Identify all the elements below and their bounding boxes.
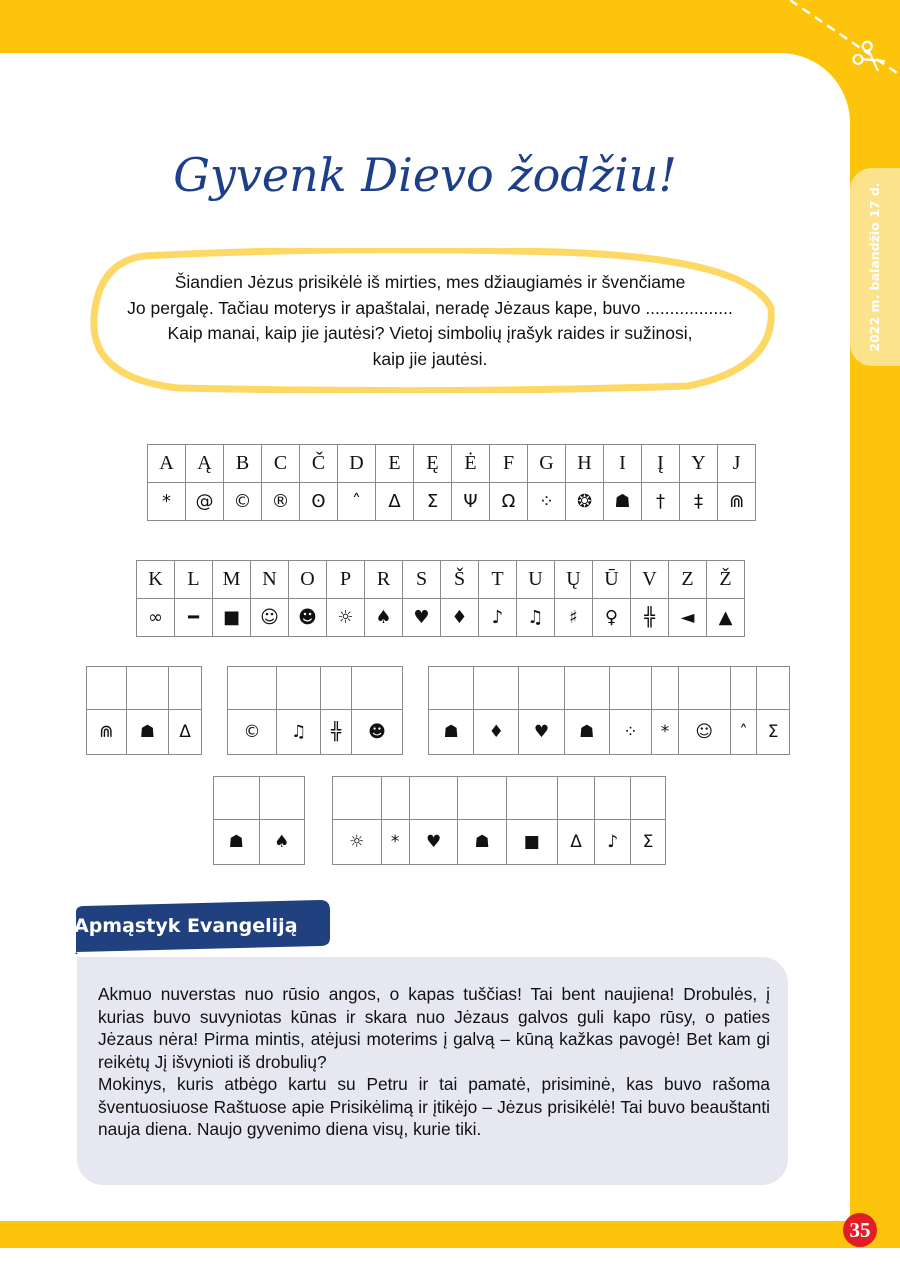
answer-symbol: ☗ [429, 710, 474, 755]
gospel-paragraph: Mokinys, kuris atbėgo kartu su Petru ir tai pamatė, prisiminė, kas buvo rašoma šventuosiuose Raštuose apie Prisikėlimą ir įtikėjo – Jėzus prisikėlė! Tai buvo beauštanti nauja diena. Naujo gyvenimo diena visų, kurie tiki. [98, 1074, 770, 1139]
answer-blank-cell[interactable] [381, 777, 409, 820]
answer-blank-cell[interactable] [506, 777, 557, 820]
answer-blank-cell[interactable] [564, 667, 609, 710]
cipher-letter: K [137, 561, 175, 599]
side-date: 2022 m. balandžio 17 d. [867, 182, 882, 352]
answer-blank-row [429, 667, 790, 710]
answer-symbol-row [87, 710, 202, 755]
answer-symbol: ☗ [564, 710, 609, 755]
answer-symbol: * [381, 820, 409, 865]
cipher-symbol: ⁘ [528, 483, 566, 521]
cipher-letter: G [528, 445, 566, 483]
answer-blank-cell[interactable] [557, 777, 595, 820]
answer-blank-cell[interactable] [458, 777, 507, 820]
cipher-letter: Į [642, 445, 680, 483]
cipher-symbol: ♥ [403, 599, 441, 637]
cipher-symbol: ♠ [365, 599, 403, 637]
cipher-symbol: ☼ [327, 599, 365, 637]
cipher-symbol: Σ [414, 483, 452, 521]
answer-symbol: ☺ [678, 710, 730, 755]
cipher-symbol: ♦ [441, 599, 479, 637]
cipher-letter: I [604, 445, 642, 483]
cipher-letter: S [403, 561, 441, 599]
cipher-letter: U [517, 561, 555, 599]
answer-word-4 [213, 776, 305, 865]
intro-line: Šiandien Jėzus prisikėlė iš mirties, mes džiaugiamės ir švenčiame [174, 272, 686, 292]
answer-blank-cell[interactable] [277, 667, 321, 710]
cipher-letter: D [338, 445, 376, 483]
answer-blank-cell[interactable] [333, 777, 382, 820]
answer-blank-cell[interactable] [757, 667, 790, 710]
cipher-letter: Ž [707, 561, 745, 599]
gospel-paragraph: Akmuo nuverstas nuo rūsio angos, o kapas tuščias! Tai bent naujiena! Drobulės, į kurias buvo suvyniotas kūnas ir skara nuo Jėzaus galvos guli kapo rūsy, o paties Jėzaus nėra! Pirma mintis, atėjusi moterims į galvą – kūną kažkas pavogė! Bet kam gi reikėtų Jį išvynioti iš drobulių? [98, 984, 770, 1072]
cipher-symbols-row [148, 483, 756, 521]
cipher-letter: Š [441, 561, 479, 599]
answer-symbol: Σ [757, 710, 790, 755]
cipher-letter: H [566, 445, 604, 483]
answer-blank-row [214, 777, 305, 820]
cipher-symbol: ◄ [669, 599, 707, 637]
intro-line: Kaip manai, kaip jie jautėsi? Vietoj simbolių įrašyk raides ir sužinosi, [167, 323, 693, 343]
answer-blank-cell[interactable] [214, 777, 260, 820]
answer-symbol: ☼ [333, 820, 382, 865]
answer-symbol: ˄ [730, 710, 756, 755]
cipher-letter: Ą [186, 445, 224, 483]
answer-symbol: ■ [506, 820, 557, 865]
cipher-symbol: ʘ [300, 483, 338, 521]
answer-blank-cell[interactable] [409, 777, 458, 820]
cipher-table-1 [147, 444, 756, 521]
cipher-symbol: † [642, 483, 680, 521]
answer-blank-cell[interactable] [259, 777, 305, 820]
cipher-table-2 [136, 560, 745, 637]
cut-line [790, 0, 900, 105]
page-title: Gyvenk Dievo žodžiu! [173, 148, 677, 202]
answer-symbol: © [228, 710, 277, 755]
answer-blank-row [333, 777, 666, 820]
cipher-symbol: ♯ [555, 599, 593, 637]
answer-symbol-row [333, 820, 666, 865]
page-number-badge: 35 [843, 1213, 877, 1247]
cipher-symbol: ▲ [707, 599, 745, 637]
cipher-letter: Ė [452, 445, 490, 483]
cipher-symbol: Ω [490, 483, 528, 521]
answer-symbol-row [429, 710, 790, 755]
cipher-letter: B [224, 445, 262, 483]
cipher-symbol: ♫ [517, 599, 555, 637]
cipher-letter: F [490, 445, 528, 483]
cipher-symbol: @ [186, 483, 224, 521]
cipher-symbol: ® [262, 483, 300, 521]
answer-blank-cell[interactable] [126, 667, 168, 710]
answer-symbol: Δ [557, 820, 595, 865]
cipher-symbol: ‡ [680, 483, 718, 521]
answer-blank-cell[interactable] [609, 667, 651, 710]
cipher-letters-row [137, 561, 745, 599]
cipher-letter: O [289, 561, 327, 599]
answer-blank-cell[interactable] [678, 667, 730, 710]
cipher-letter: R [365, 561, 403, 599]
cipher-letter: Č [300, 445, 338, 483]
cipher-symbol: ━ [175, 599, 213, 637]
gospel-text [98, 983, 770, 1141]
cipher-letter: E [376, 445, 414, 483]
cipher-symbol: Δ [376, 483, 414, 521]
answer-symbol: ⋒ [87, 710, 127, 755]
answer-word-1 [86, 666, 202, 755]
answer-symbol: * [652, 710, 678, 755]
cipher-symbol: ■ [213, 599, 251, 637]
cipher-symbol: ⋒ [718, 483, 756, 521]
answer-symbol-row [214, 820, 305, 865]
answer-blank-cell[interactable] [730, 667, 756, 710]
cipher-symbol: ╬ [631, 599, 669, 637]
cipher-letter: Y [680, 445, 718, 483]
answer-blank-cell[interactable] [351, 667, 402, 710]
answer-word-3 [428, 666, 790, 755]
cipher-letter: C [262, 445, 300, 483]
answer-blank-cell[interactable] [169, 667, 202, 710]
answer-symbol: ☻ [351, 710, 402, 755]
cipher-symbol: ∞ [137, 599, 175, 637]
intro-line: kaip jie jautėsi. [372, 348, 488, 369]
cipher-symbol: * [148, 483, 186, 521]
answer-blank-cell[interactable] [228, 667, 277, 710]
cipher-symbols-row [137, 599, 745, 637]
answer-symbol: ♥ [519, 710, 564, 755]
cipher-letter: T [479, 561, 517, 599]
cipher-letter: Ū [593, 561, 631, 599]
cipher-symbol: © [224, 483, 262, 521]
intro-line: Jo pergalę. Tačiau moterys ir apaštalai, neradę Jėzaus kape, buvo .................. [127, 297, 733, 318]
cipher-letter: N [251, 561, 289, 599]
cipher-symbol: ♪ [479, 599, 517, 637]
cipher-letter: P [327, 561, 365, 599]
answer-symbol: ♠ [259, 820, 305, 865]
answer-symbol: ╬ [321, 710, 352, 755]
section-title: Apmąstyk Evangeliją [74, 915, 298, 937]
cipher-symbol: ☻ [289, 599, 327, 637]
answer-blank-cell[interactable] [630, 777, 665, 820]
answer-symbol: ♪ [595, 820, 630, 865]
answer-word-5 [332, 776, 666, 865]
cipher-letter: A [148, 445, 186, 483]
answer-blank-cell[interactable] [474, 667, 519, 710]
answer-symbol: ☗ [214, 820, 260, 865]
answer-symbol: ♫ [277, 710, 321, 755]
answer-symbol: Δ [169, 710, 202, 755]
cipher-symbol: ☗ [604, 483, 642, 521]
answer-blank-row [228, 667, 403, 710]
cipher-letter: Z [669, 561, 707, 599]
intro-text [110, 270, 750, 372]
cipher-symbol: ˄ [338, 483, 376, 521]
cipher-letter: V [631, 561, 669, 599]
answer-blank-cell[interactable] [429, 667, 474, 710]
answer-symbol: ☗ [126, 710, 168, 755]
answer-blank-cell[interactable] [595, 777, 630, 820]
answer-blank-cell[interactable] [87, 667, 127, 710]
cipher-symbol: ♀ [593, 599, 631, 637]
cipher-letter: Ų [555, 561, 593, 599]
answer-word-2 [227, 666, 403, 755]
answer-blank-cell[interactable] [652, 667, 678, 710]
answer-symbol: ⁘ [609, 710, 651, 755]
answer-blank-cell[interactable] [321, 667, 352, 710]
answer-blank-cell[interactable] [519, 667, 564, 710]
answer-symbol-row [228, 710, 403, 755]
answer-symbol: ☗ [458, 820, 507, 865]
answer-symbol: ♦ [474, 710, 519, 755]
bottom-strip [0, 1248, 900, 1271]
cipher-letters-row [148, 445, 756, 483]
cipher-letter: J [718, 445, 756, 483]
cipher-symbol: ☺ [251, 599, 289, 637]
answer-symbol: ♥ [409, 820, 458, 865]
cipher-symbol: Ψ [452, 483, 490, 521]
cipher-letter: L [175, 561, 213, 599]
cipher-letter: M [213, 561, 251, 599]
cipher-letter: Ę [414, 445, 452, 483]
cipher-symbol: ❂ [566, 483, 604, 521]
answer-blank-row [87, 667, 202, 710]
answer-symbol: Σ [630, 820, 665, 865]
